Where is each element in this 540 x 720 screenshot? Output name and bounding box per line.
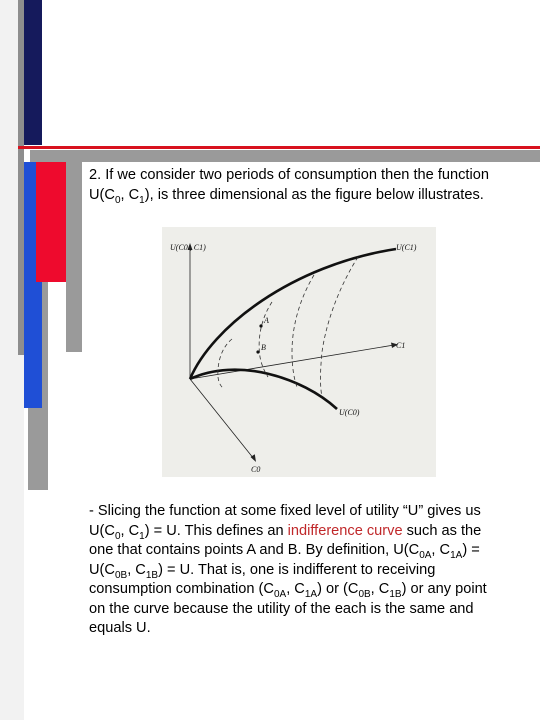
decor-bar-gray-right [66, 162, 82, 352]
para2-line-6: on the curve because the utility of the each is the same and [89, 600, 474, 617]
para2-line-3: one that contains points A and B. By definition, $U(C_{0A}$, $C_{1A}$) = [89, 542, 480, 561]
decor-bar-navy [24, 0, 42, 145]
point-b [256, 350, 259, 353]
label-point-a: A [264, 316, 269, 325]
decor-bar-gray-main [28, 408, 48, 490]
indifference-curve-term: indifference curve [287, 522, 403, 539]
label-c1-axis: C1 [396, 341, 406, 350]
curve-u-c1 [190, 249, 396, 379]
para2-line-2: $U(C_0$, $C_1) = U$. This defines an indifference curve such as the [89, 522, 482, 542]
label-u-c0: U(C0) [339, 408, 360, 417]
axis-c0 [190, 379, 254, 459]
label-point-b: B [261, 343, 266, 352]
divider-gray [30, 150, 540, 162]
para2-line-5: consumption combination ($C_{0A}$, $C_{1A}$) or ($C_{0B}$, $C_{1B}$) or any point [89, 581, 487, 600]
utility-surface-diagram [162, 227, 436, 477]
point-a [259, 324, 262, 327]
para2-line-1: - Slicing the function at some fixed level of utility “U” gives us [89, 503, 481, 519]
label-u-c1: U(C1) [396, 243, 417, 252]
paragraph-indifference [89, 502, 529, 639]
label-c0-axis: C0 [251, 465, 261, 474]
paragraph-intro [89, 166, 529, 205]
para2-line-7: equals U. [89, 620, 151, 636]
slice-3 [292, 275, 314, 387]
para2-line-4: $U(C_{0B}$, $C_{1B}) = U$. That is, one is indifferent to receiving [89, 561, 436, 581]
slice-4 [321, 257, 359, 397]
slice-1 [218, 339, 232, 389]
label-utility-axis: U(C0 , C1) [170, 243, 206, 252]
intro-line-2: $U(C_0$, $C_1$), is three dimensional as the figure below illustrates. [89, 186, 484, 206]
utility-surface-figure [162, 227, 436, 477]
intro-line-1: 2. If we consider two periods of consumption then the function [89, 167, 489, 183]
decor-bar-red [36, 162, 66, 282]
divider-red [18, 146, 540, 149]
